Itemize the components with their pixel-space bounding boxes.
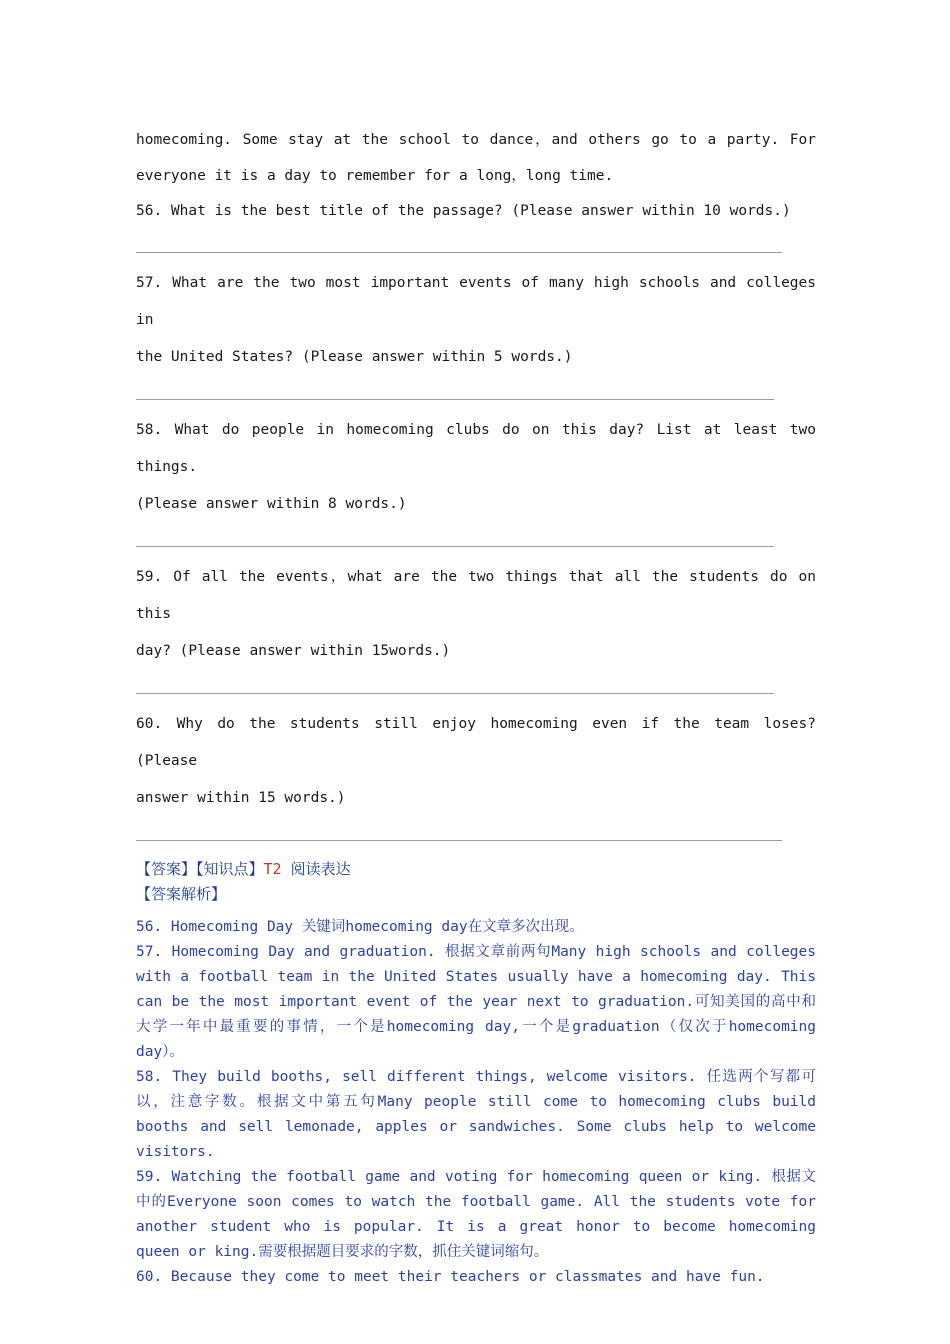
question-57-text-line-1: 57. What are the two most important events of many high schools and colleges in [136, 275, 816, 328]
answer-label: 【答案】 [136, 860, 197, 878]
document-page [136, 122, 816, 1290]
answer-line-60[interactable] [136, 817, 816, 853]
answer-line-59[interactable] [136, 670, 816, 706]
question-60 [136, 706, 816, 853]
question-57-text-line-2: the United States? (Please answer within 5 words.) [136, 349, 573, 365]
answer-line-57[interactable] [136, 376, 816, 412]
question-58 [136, 412, 816, 559]
question-60-text-line-1: 60. Why do the students still enjoy homecoming even if the team loses? (Please [136, 716, 816, 769]
question-58-text-line-2: (Please answer within 8 words.) [136, 496, 407, 512]
question-57 [136, 265, 816, 412]
answer-item-57: 57. Homecoming Day and graduation. 根据文章前两句Many high schools and colleges with a football team in the United States usually have a homecoming day. This can be the most important event of the year next to graduation.可知美国的高中和大学一年中最重要的事情，一个是homecoming day,一个是graduation（仅次于homecoming day）。 [136, 944, 816, 1060]
passage-line-1: homecoming. Some stay at the school to dance，and others go to a party. For [136, 132, 816, 148]
passage-continuation [136, 122, 816, 193]
knowledge-label: 【知识点】 [196, 860, 264, 878]
answer-item-59: 59. Watching the football game and voting for homecoming queen or king. 根据文中的Everyone soon comes to watch the football game. All the students vote for another student who is popular. It is a great honor to become homecoming queen or king.需要根据题目要求的字数，抓住关键词缩句。 [136, 1169, 816, 1260]
knowledge-code: T2 [263, 860, 282, 878]
question-59 [136, 559, 816, 706]
answer-item-60: 60. Because they come to meet their teachers or classmates and have fun. [136, 1269, 765, 1285]
question-56 [136, 193, 816, 265]
question-59-text-line-1: 59. Of all the events，what are the two things that all the students do on this [136, 569, 816, 622]
answer-item-58: 58. They build booths, sell different things, welcome visitors. 任选两个写都可以，注意字数。根据文中第五句Many people still come to homecoming clubs build booths and sell lemonade, apples or sandwiches. Some clubs help to welcome visitors. [136, 1069, 816, 1160]
answer-line-56[interactable] [136, 229, 816, 265]
knowledge-name: 阅读表达 [290, 860, 351, 878]
answer-item-56: 56. Homecoming Day 关键词homecoming day在文章多次出现。 [136, 919, 584, 935]
analysis-label: 【答案解析】 [136, 885, 227, 903]
passage-line-2: everyone it is a day to remember for a long，long time. [136, 168, 614, 184]
answer-line-58[interactable] [136, 523, 816, 559]
question-60-text-line-2: answer within 15 words.) [136, 790, 346, 806]
answer-section [136, 857, 816, 1290]
question-58-text-line-1: 58. What do people in homecoming clubs do on this day? List at least two things. [136, 422, 816, 475]
question-56-text: 56. What is the best title of the passage? (Please answer within 10 words.) [136, 203, 791, 219]
question-59-text-line-2: day? (Please answer within 15words.) [136, 643, 451, 659]
answer-header [136, 857, 816, 882]
